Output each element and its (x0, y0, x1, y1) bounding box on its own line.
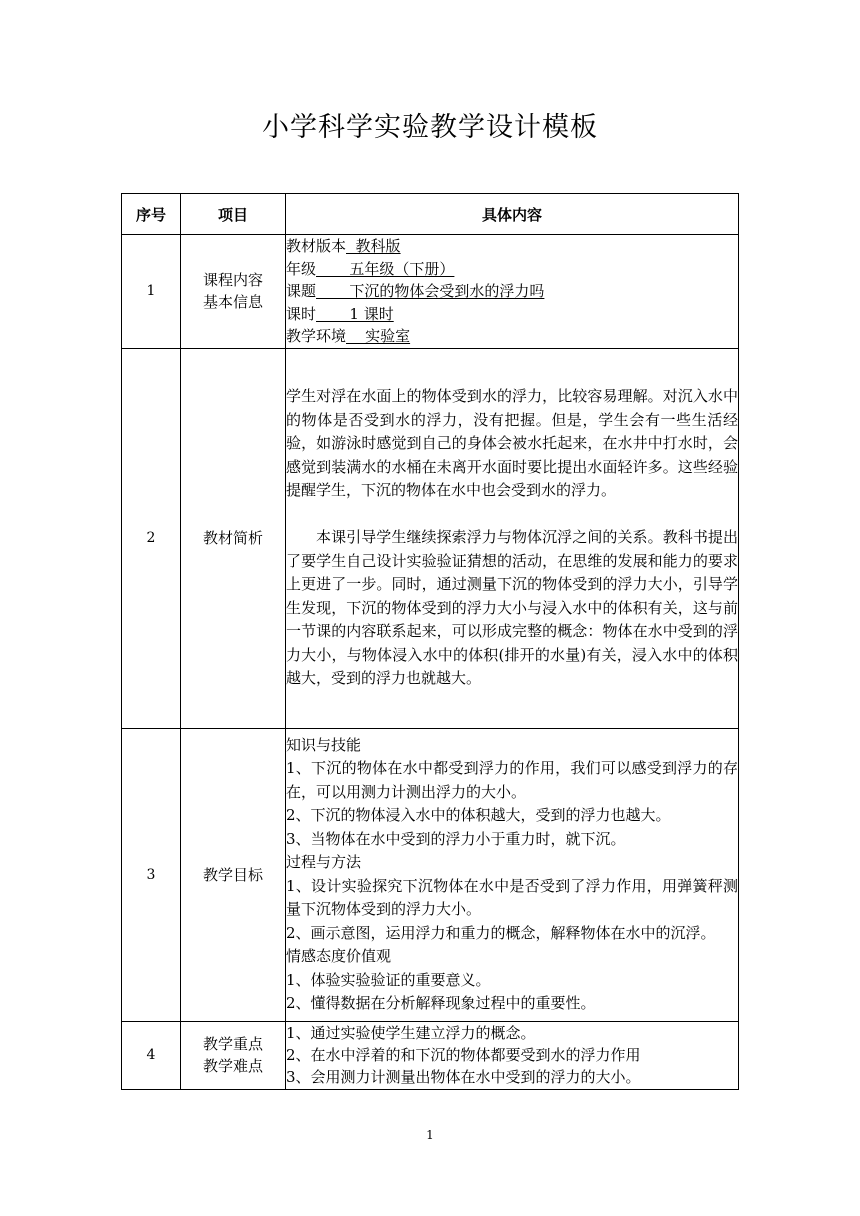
analysis-paragraph: 本课引导学生继续探索浮力与物体沉浮之间的关系。教科书提出了要学生自己设计实验验证猜想的活动，在思维的发展和能力的要求上更进了一步。同时，通过测量下沉的物体受到的浮力大小，引导学生发现，下沉的物体受到的浮力大小与浸入水中的体积有关，这与前一节课的内容联系起来，可以形成完整的概念：物体在水中受到的浮力大小，与物体浸入水中的体积(排开的水量)有关，浸入水中的体积越大，受到的浮力也就越大。 (286, 528, 738, 688)
item-line: 课程内容 (202, 271, 263, 290)
document-title: 小学科学实验教学设计模板 (262, 112, 598, 143)
objective-heading: 过程与方法 (286, 853, 362, 871)
key-point-item: 1、通过实验使学生建立浮力的概念。 (286, 1024, 536, 1042)
analysis-paragraph: 学生对浮在水面上的物体受到水的浮力，比较容易理解。对沉入水中的物体是否受到水的浮力，没有把握。但是，学生会有一些生活经验，如游泳时感觉到自己的身体会被水托起来，在水井中打水时，会感觉到装满水的水桶在未离开水面时要比提出水面轻许多。这些经验提醒学生，下沉的物体在水中也会受到水的浮力。 (286, 387, 738, 500)
row-item: 教材简析 (181, 348, 286, 728)
header-content: 具体内容 (286, 194, 739, 235)
objective-item: 2、画示意图，运用浮力和重力的概念，解释物体在水中的沉浮。 (286, 923, 716, 942)
objectives-cell (286, 728, 739, 1021)
paragraph-gap (286, 503, 738, 527)
item-line: 教学重点 (202, 1035, 263, 1053)
objective-item: 1、体验实验验证的重要意义。 (286, 970, 491, 989)
topic-line (286, 280, 738, 303)
objective-heading: 情感态度价值观 (286, 947, 392, 965)
objective-heading: 知识与技能 (286, 735, 362, 754)
row-number: 4 (122, 1021, 181, 1089)
row-number: 3 (122, 728, 181, 1021)
grade-label: 年级 (286, 259, 317, 278)
topic-label: 课题 (286, 282, 317, 300)
hours-value: 1 课时 (316, 304, 394, 323)
objective-item: 2、懂得数据在分析解释现象过程中的重要性。 (286, 994, 596, 1012)
row-item (181, 1021, 286, 1089)
edition-line (286, 235, 738, 258)
objective-item: 1、设计实验探究下沉物体在水中是否受到了浮力作用，用弹簧秤测量下沉物体受到的浮力大小。 (286, 876, 738, 918)
edition-value: 教科版 (346, 237, 401, 255)
table-row (122, 235, 739, 349)
table-row (122, 728, 739, 1021)
item-line: 教学难点 (202, 1057, 263, 1075)
hours-line (286, 303, 738, 326)
table-row (122, 1021, 739, 1089)
hours-label: 课时 (286, 304, 317, 323)
objective-item: 2、下沉的物体浸入水中的体积越大，受到的浮力也越大。 (286, 806, 671, 824)
objective-item: 3、当物体在水中受到的浮力小于重力时，就下沉。 (286, 829, 626, 848)
header-number: 序号 (122, 194, 181, 235)
environment-value: 实验室 (346, 327, 411, 345)
row-number: 2 (122, 348, 181, 728)
material-analysis-cell (286, 348, 739, 728)
objective-item: 1、下沉的物体在水中都受到浮力的作用，我们可以感受到浮力的存在，可以用测力计测出浮力的大小。 (286, 759, 738, 801)
row-number: 1 (122, 235, 181, 349)
lesson-plan-table (121, 193, 739, 1090)
key-point-item: 2、在水中浮着的和下沉的物体都要受到水的浮力作用 (286, 1046, 641, 1064)
table-header-row (122, 194, 739, 235)
table-row (122, 348, 739, 728)
grade-value: 五年级（下册） (316, 259, 455, 278)
environment-label: 教学环境 (286, 327, 347, 345)
row-item (181, 235, 286, 349)
key-points-cell (286, 1021, 739, 1089)
key-point-item: 3、会用测力计测量出物体在水中受到的浮力的大小。 (286, 1068, 641, 1086)
edition-label: 教材版本 (286, 237, 347, 255)
environment-line (286, 325, 738, 348)
grade-line (286, 258, 738, 281)
topic-value: 下沉的物体会受到水的浮力吗 (316, 282, 545, 300)
page-number: 1 (426, 1128, 434, 1142)
header-item: 项目 (181, 194, 286, 235)
item-line: 基本信息 (202, 293, 263, 312)
row-item: 教学目标 (181, 728, 286, 1021)
course-info-cell (286, 235, 739, 349)
